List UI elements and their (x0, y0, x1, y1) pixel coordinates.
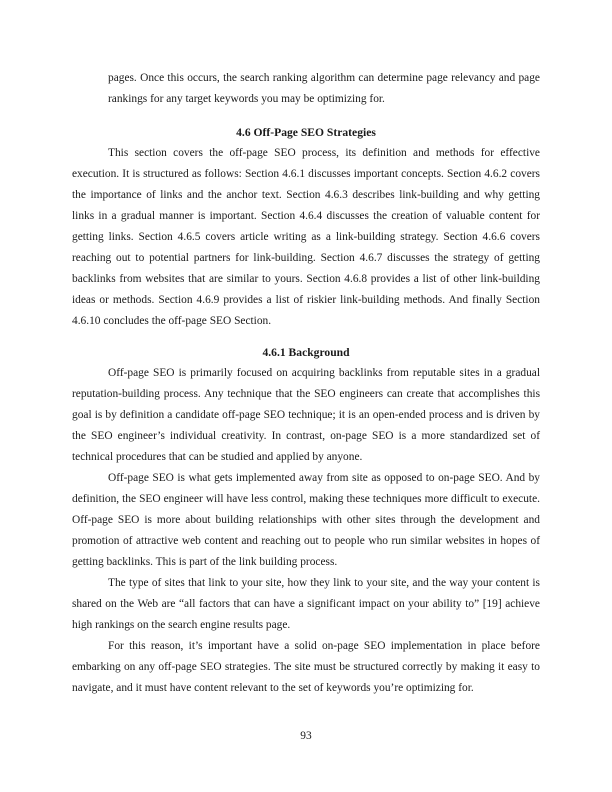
intro-block (72, 68, 540, 110)
background-paragraph-2: Off-page SEO is what gets implemented away from site as opposed to on-page SEO. And by definition, the SEO engineer will have less control, making these techniques more difficult to execute. Off-page SEO is more about building relationships with other sites through the development and promotion of attractive web content and reaching out to people who run similar websites in hopes of getting backlinks. This is part of the link building process. (72, 472, 540, 568)
intro-continuation-paragraph: pages. Once this occurs, the search ranking algorithm can determine page relevancy and page rankings for any target keywords you may be optimizing for. (108, 72, 540, 105)
background-paragraph-3: The type of sites that link to your site, how they link to your site, and the way your content is shared on the Web are “all factors that can have a significant impact on your ability to” [19] achieve high rankings on the search engine results page. (72, 577, 540, 631)
background-paragraph-1: Off-page SEO is primarily focused on acquiring backlinks from reputable sites in a gradual reputation-building process. Any technique that the SEO engineers can create that accomplishes this goal is by definition a candidate off-page SEO technique; it is an open-ended process and is driven by the SEO engineer’s individual creativity. In contrast, on-page SEO is a more standardized set of technical procedures that can be studied and applied by anyone. (72, 367, 540, 463)
section-4-6-1 (72, 342, 540, 699)
page-number: 93 (300, 730, 312, 742)
section-4-6-paragraph: This section covers the off-page SEO process, its definition and methods for effective execution. It is structured as follows: Section 4.6.1 discusses important concepts. Section 4.6.2 covers the importance of links and the anchor text. Section 4.6.3 describes link-building and why getting links in a gradual manner is important. Section 4.6.4 discusses the creation of valuable content for getting links. Section 4.6.5 covers article writing as a link-building strategy. Section 4.6.6 covers reaching out to potential partners for link-building. Section 4.6.7 discusses the strategy of getting backlinks from websites that are similar to yours. Section 4.6.8 provides a list of other link-building ideas or methods. Section 4.6.9 provides a list of riskier link-building methods. And finally Section 4.6.10 concludes the off-page SEO Section. (72, 147, 540, 327)
section-4-6-heading: 4.6 Off-Page SEO Strategies (236, 126, 376, 139)
section-4-6 (72, 122, 540, 332)
background-paragraph-4: For this reason, it’s important have a solid on-page SEO implementation in place before embarking on any off-page SEO strategies. The site must be structured correctly by making it easy to navigate, and it must have content relevant to the set of keywords you’re optimizing for. (72, 640, 540, 694)
section-4-6-1-heading: 4.6.1 Background (262, 346, 350, 359)
